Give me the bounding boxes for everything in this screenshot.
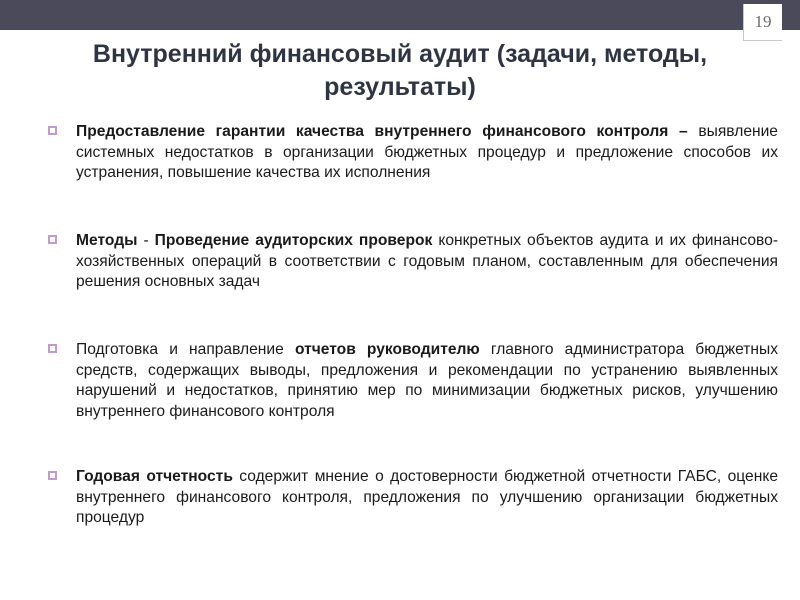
square-bullet-icon [48, 471, 57, 480]
bullet-item-2 [48, 231, 778, 293]
bullet-body: главного администратора бюджетных средств, содержащих выводы, предложения и рекомендации по устранению выявленных нарушений и недостатков, принятию мер по минимизации бюджетных рисков, улучшению внутреннего финансового контроля [76, 341, 778, 420]
bullet-bold-lead-2: Проведение аудиторских проверок [154, 232, 433, 249]
bullet-bold-lead: отчетов руководителю [294, 341, 480, 358]
bullet-body: конкретных объектов аудита и их финансово-хозяйственных операций в соответствии с годовым планом, составленным для обеспечения решения основных задач [76, 232, 779, 290]
bullet-bold-lead: Предоставление гарантии качества внутреннего финансового контроля – [76, 123, 688, 140]
bullet-text-3 [76, 340, 778, 422]
slide-number: 19 [743, 4, 782, 41]
bullet-item-1 [48, 122, 778, 184]
square-bullet-icon [48, 126, 57, 135]
bullet-item-4 [48, 467, 778, 529]
bullet-body: выявление системных недостатков в организации бюджетных процедур и предложение способов их устранения, повышение качества их исполнения [76, 123, 778, 181]
bullet-pre: Подготовка и направление [76, 341, 295, 358]
bullet-text-1 [76, 122, 778, 184]
bullet-body: содержит мнение о достоверности бюджетной отчетности ГАБС, оценке внутреннего финансового контроля, предложения по улучшению организации бюджетных процедур [76, 468, 778, 526]
bullet-item-3 [48, 340, 778, 422]
square-bullet-icon [48, 235, 57, 244]
top-bar [0, 0, 800, 30]
bullet-bold-lead: Методы [76, 232, 138, 249]
bullet-bold-lead: Годовая отчетность [76, 468, 233, 485]
square-bullet-icon [48, 344, 57, 353]
bullet-separator: - [137, 232, 155, 249]
bullet-text-4 [76, 467, 778, 529]
slide-title: Внутренний финансовый аудит (задачи, методы, результаты) [92, 40, 708, 101]
bullet-text-2 [76, 231, 778, 293]
